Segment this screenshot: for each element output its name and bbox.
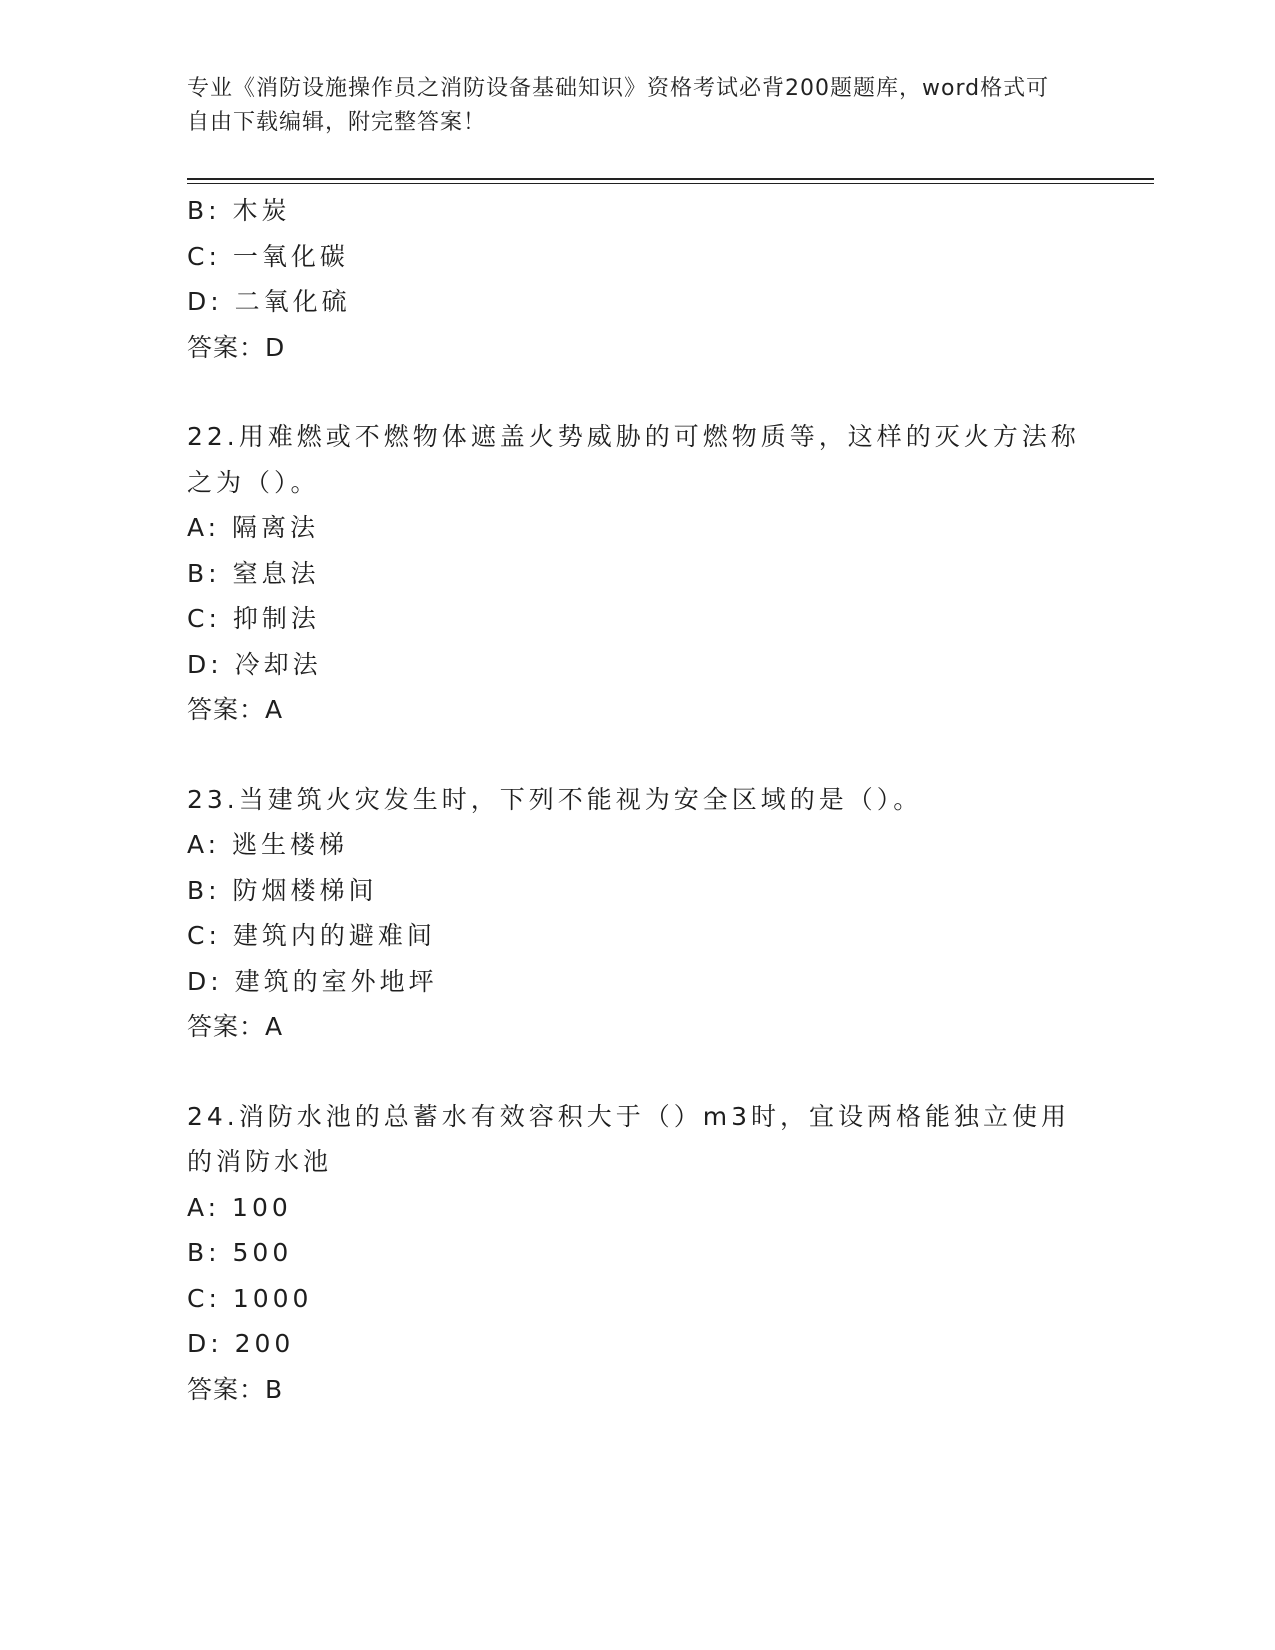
- option-a: A: 逃生楼梯: [187, 830, 349, 859]
- option-b: B: 木炭: [187, 196, 291, 225]
- answer-line: 答案：A: [187, 1012, 284, 1041]
- option-d: D: 二氧化硫: [187, 287, 351, 316]
- answer-line: 答案：A: [187, 695, 284, 724]
- question-text: 24.消防水池的总蓄水有效容积大于（）m3时，宜设两格能独立使用的消防水池: [187, 1101, 1071, 1176]
- option-a: A: 隔离法: [187, 513, 320, 542]
- answer-line: 答案：D: [187, 332, 286, 362]
- option-d: D: 冷却法: [187, 649, 322, 679]
- option-a: A: 100: [187, 1192, 292, 1222]
- option-c: C: 1000: [187, 1283, 313, 1313]
- option-d: D: 建筑的室外地坪: [187, 966, 438, 996]
- header-divider-thin: [187, 183, 1154, 184]
- question-23: [187, 777, 1087, 1050]
- option-b: B: 防烟楼梯间: [187, 875, 378, 905]
- option-c: C: 抑制法: [187, 604, 320, 633]
- option-c: C: 建筑内的避难间: [187, 921, 436, 950]
- header-text: 专业《消防设施操作员之消防设备基础知识》资格考试必背200题题库，word格式可自由下载编辑，附完整答案！: [187, 76, 1050, 135]
- header-divider-thick: [187, 178, 1154, 180]
- option-b: B: 500: [187, 1238, 293, 1267]
- question-24: [187, 1094, 1087, 1413]
- option-c: C: 一氧化碳: [187, 241, 349, 271]
- question-fragment: [187, 188, 1087, 370]
- question-text: 23.当建筑火灾发生时，下列不能视为安全区域的是（）。: [187, 784, 923, 814]
- document-header: [187, 72, 1067, 140]
- option-b: B: 窒息法: [187, 558, 320, 588]
- question-22: [187, 414, 1087, 733]
- question-text: 22.用难燃或不燃物体遮盖火势威胁的可燃物质等，这样的灭火方法称之为（）。: [187, 422, 1080, 497]
- question-list: [187, 188, 1087, 1412]
- answer-line: 答案：B: [187, 1374, 284, 1404]
- option-d: D: 200: [187, 1329, 295, 1358]
